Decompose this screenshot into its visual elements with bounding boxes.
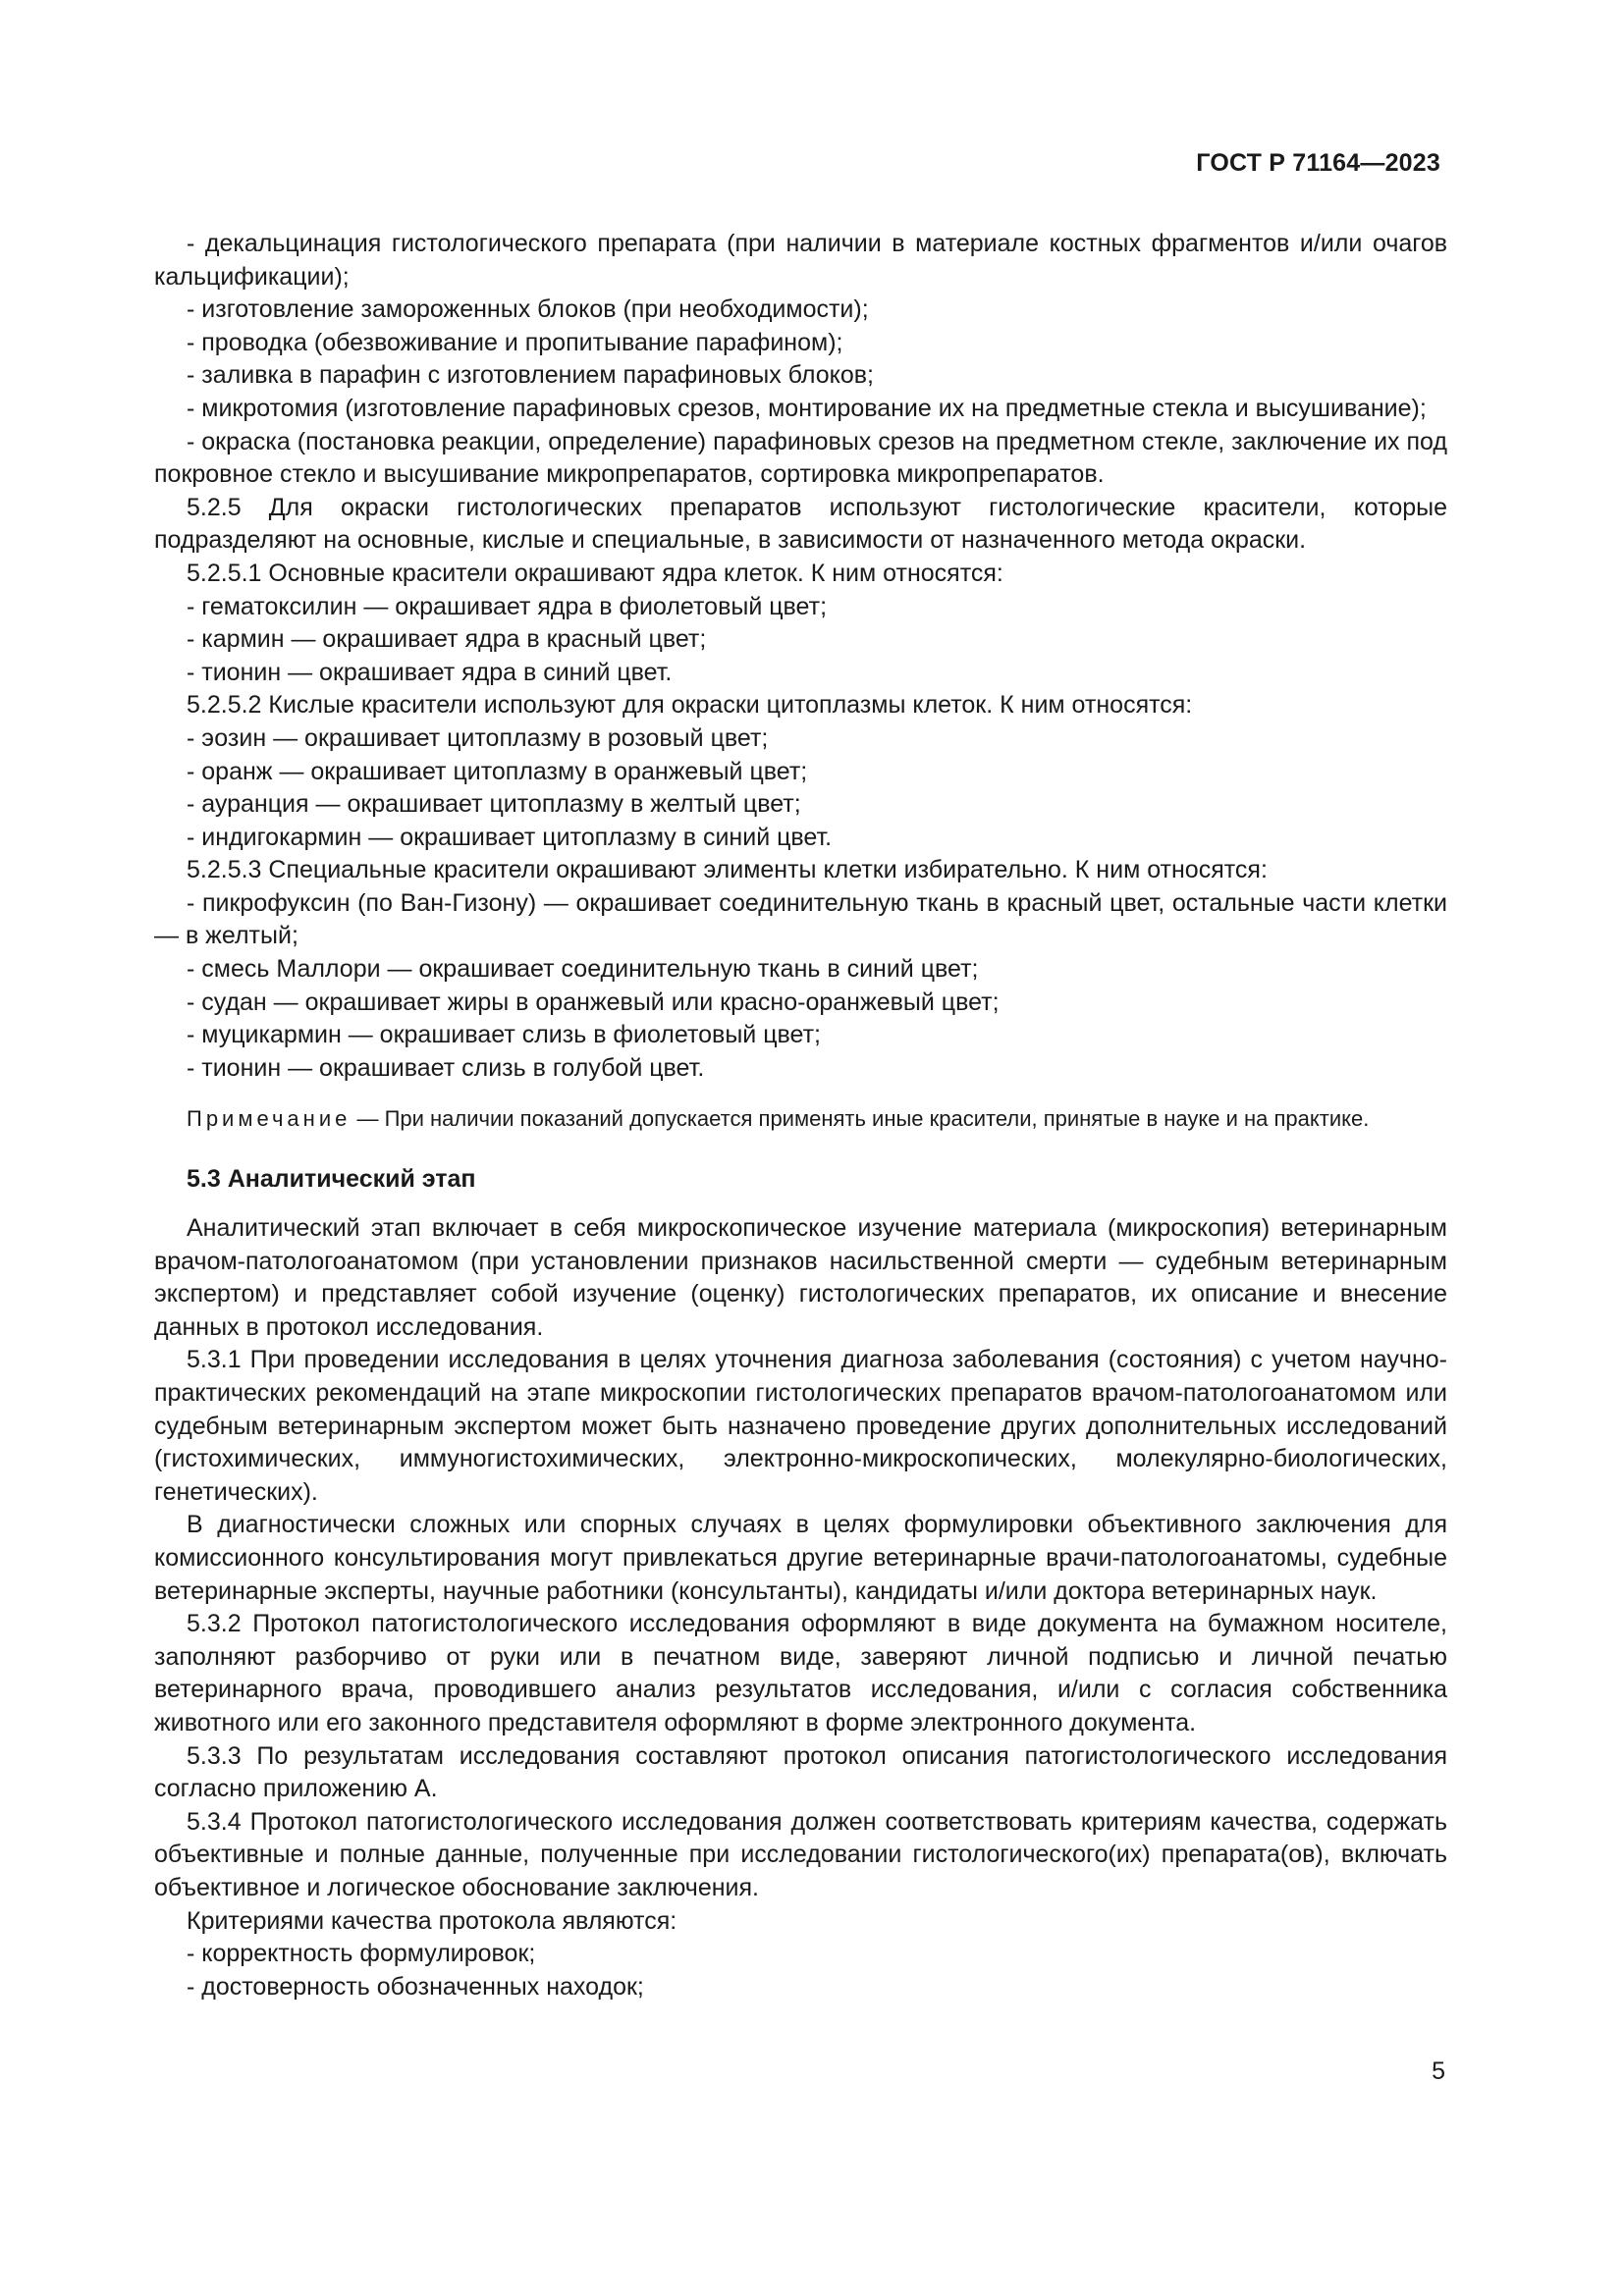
paragraph: - эозин — окрашивает цитоплазму в розовый цвет; <box>187 723 769 752</box>
paragraph: - тионин — окрашивает ядра в синий цвет. <box>187 658 673 686</box>
paragraph: 5.3.4 Протокол патогистологического исследования должен соответствовать критериям качества, содержать объективные и полные данные, полученные при исследовании гистологического(их) препарата(ов), включать объективное и логическое обоснование заключения. <box>154 1807 1447 1901</box>
paragraph: - оранж — окрашивает цитоплазму в оранжевый цвет; <box>187 757 808 785</box>
paragraph: 5.3.2 Протокол патогистологического исследования оформляют в виде документа на бумажном носителе, заполняют разборчиво от руки или в печатном виде, заверяют личной подписью и личной печатью ветеринарного врача, проводившего анализ результатов исследования, и/или с согласия собственника животного или его законного представителя оформляют в форме электронного документа. <box>154 1610 1447 1736</box>
paragraph: - изготовление замороженных блоков (при необходимости); <box>187 295 869 324</box>
paragraph: - окраска (постановка реакции, определение) парафиновых срезов на предметном стекле, заключение их под покровное стекло и высушивание микропрепаратов, сортировка микропрепаратов. <box>154 427 1447 489</box>
paragraph: - декальцинация гистологического препарата (при наличии в материале костных фрагментов и/или очагов кальцификации); <box>154 230 1447 291</box>
paragraph: 5.3.1 При проведении исследования в целях уточнения диагноза заболевания (состояния) с учетом научно-практических рекомендаций на этапе микроскопии гистологических препаратов врачом-патологоанатомом или судебным ветеринарным экспертом может быть назначено проведение других дополнительных исследований (гистохимических, иммуногистохимических, электронно-микроскопических, молекулярно-биологических, генетических). <box>154 1346 1447 1506</box>
document-body <box>154 228 1447 2003</box>
paragraph: 5.3.3 По результатам исследования составляют протокол описания патогистологического исследования согласно приложению А. <box>154 1741 1447 1803</box>
paragraph: - смесь Маллори — окрашивает соединительную ткань в синий цвет; <box>187 955 979 984</box>
paragraph: В диагностически сложных или спорных случаях в целях формулировки объективного заключения для комиссионного консультирования могут привлекаться другие ветеринарные врачи-патологоанатомы, судебные ветеринарные эксперты, научные работники (консультанты), кандидаты и/или доктора ветеринарных наук. <box>154 1511 1447 1605</box>
paragraph: - пикрофуксин (по Ван-Гизону) — окрашивает соединительную ткань в красный цвет, остальные части клетки — в желтый; <box>154 888 1447 950</box>
section-gap <box>154 1197 1447 1212</box>
paragraph: - кармин — окрашивает ядра в красный цвет; <box>187 625 707 654</box>
section-title: 5.3 Аналитический этап <box>187 1165 476 1194</box>
paragraph: 5.2.5.3 Специальные красители окрашивают элименты клетки избирательно. К ним относятся: <box>187 856 1268 884</box>
paragraph: - ауранция — окрашивает цитоплазму в желтый цвет; <box>187 790 801 819</box>
paragraph: - гематоксилин — окрашивает ядра в фиолетовый цвет; <box>187 592 828 620</box>
paragraph: 5.2.5.1 Основные красители окрашивают ядра клеток. К ним относятся: <box>187 559 1003 587</box>
paragraph: - проводка (обезвоживание и пропитывание парафином); <box>187 328 843 356</box>
note <box>154 1103 1447 1134</box>
paragraph: - микротомия (изготовление парафиновых срезов, монтирование их на предметные стекла и высушивание); <box>187 394 1427 422</box>
note-label: Примечание <box>187 1106 352 1132</box>
paragraph: 5.2.5.2 Кислые красители используют для окраски цитоплазмы клеток. К ним относятся: <box>187 691 1193 720</box>
paragraph: Критериями качества протокола являются: <box>187 1906 677 1935</box>
paragraph: - заливка в парафин с изготовлением парафиновых блоков; <box>187 361 874 390</box>
paragraph: - тионин — окрашивает слизь в голубой цвет. <box>187 1053 705 1082</box>
paragraph: - индигокармин — окрашивает цитоплазму в синий цвет. <box>187 823 833 851</box>
paragraph: - корректность формулировок; <box>187 1940 536 1968</box>
document-code: ГОСТ Р 71164—2023 <box>1196 149 1440 177</box>
paragraph: 5.2.5 Для окраски гистологических препаратов используют гистологические красители, которые подразделяют на основные, кислые и специальные, в зависимости от назначенного метода окраски. <box>154 493 1447 555</box>
paragraph: - судан — окрашивает жиры в оранжевый или красно-оранжевый цвет; <box>187 988 1000 1016</box>
note-text: — При наличии показаний допускается применять иные красители, принятые в науке и на практике. <box>351 1106 1370 1132</box>
paragraph: Аналитический этап включает в себя микроскопическое изучение материала (микроскопия) ветеринарным врачом-патологоанатомом (при установлении признаков насильственной смерти — судебным ветеринарным экспертом) и представляет собой изучение (оценку) гистологических препаратов, их описание и внесение данных в протокол исследования. <box>154 1214 1447 1341</box>
page-number: 5 <box>1432 2057 1445 2085</box>
paragraph: - достоверность обозначенных находок; <box>187 1972 644 2001</box>
paragraph: - муцикармин — окрашивает слизь в фиолетовый цвет; <box>187 1021 821 1049</box>
